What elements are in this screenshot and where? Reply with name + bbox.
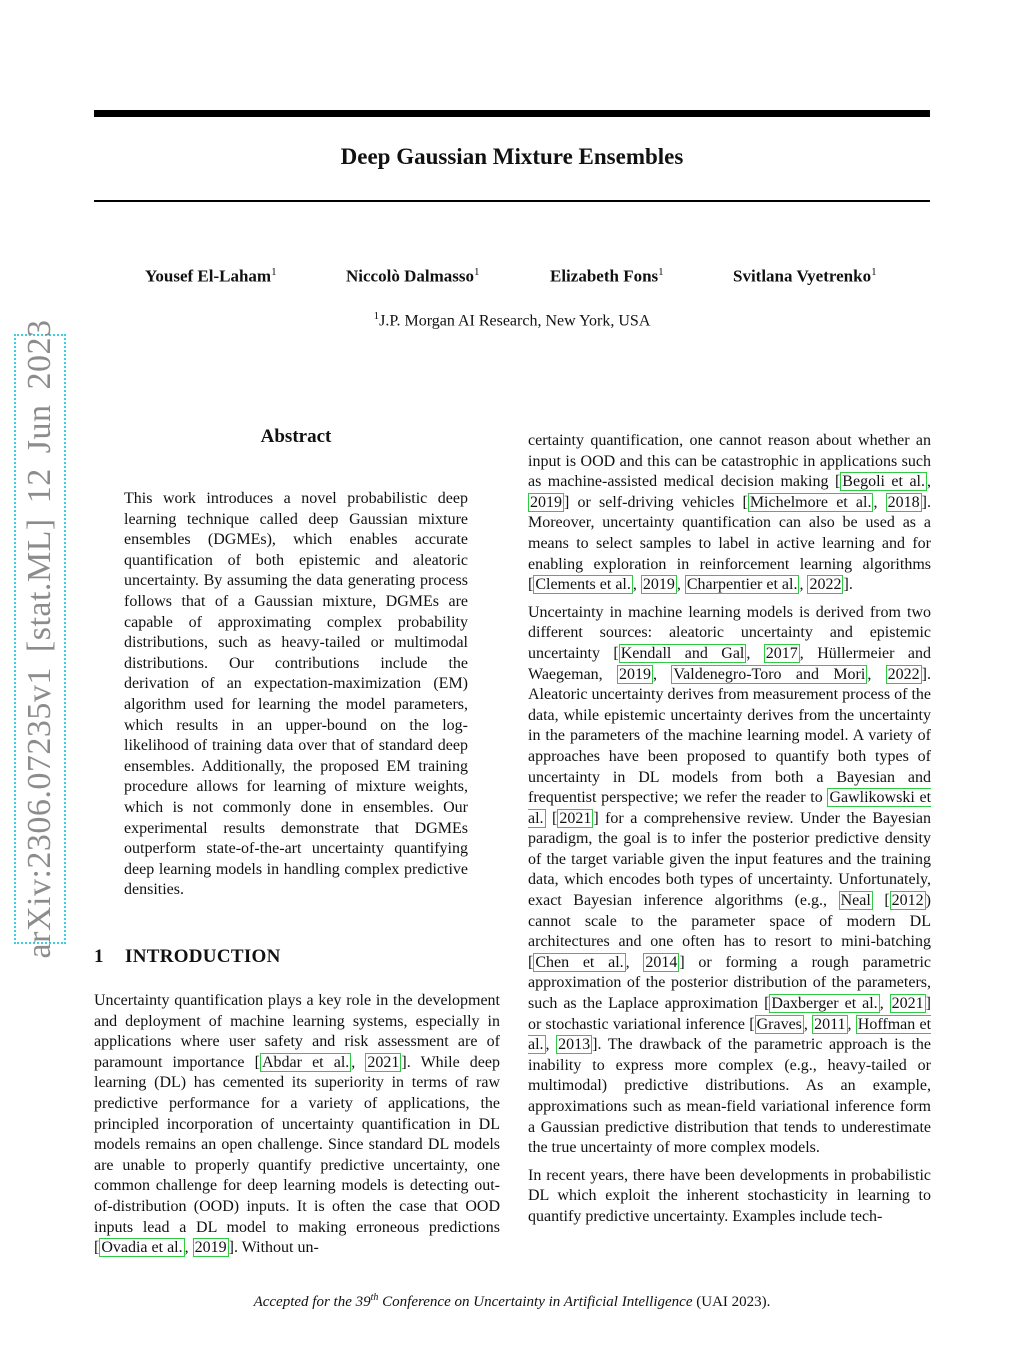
citation-link[interactable]: Hoffman et al.	[528, 1015, 932, 1054]
citation-link[interactable]: Michelmore et al.	[749, 493, 872, 511]
abstract-text: This work introduces a novel probabilistic deep learning technique called deep Gaussian mixture ensembles (DGMEs), which enables accurate quantification of both epistemic and aleatoric uncertainty. By assuming the data generating process follows that of a Gaussian mixture, DGMEs are capable of approximating complex probability distributions, such as heavy-tailed or multimodal distributions. Our contributions include the derivation of an expectation-maximization (EM) algorithm used for learning the model parameters, which results in an upper-bound on the log-likelihood of training data over that of standard deep ensembles. Additionally, the proposed EM training procedure allows for learning of mixture weights, which is not commonly done in ensembles. Our experimental results demonstrate that DGMEs outperform state-of-the-art uncertainty quantifying deep learning models in handling complex predictive densities.	[124, 490, 468, 899]
citation-link[interactable]: Gawlikowski et al.	[528, 789, 932, 827]
intro-paragraph-1-cont: certainty quantification, one cannot reason about whether an input is OOD and this can be catastrophic in applications such as machine-assisted medical decision making [ Begoli et al. , 2019 ] or self-driving vehicles [ Michelmore et al. , 2018 ]. Moreover, uncertainty quantification can also be used as a means to select samples to label in active learning and for enabling exploration in reinforcement learning algorithms [ Clements et al. , 2019 , Charpentier et al. , 2022 ].	[528, 432, 932, 594]
author-4: Svitlana Vyetrenko$^1$	[733, 266, 877, 286]
author-3: Elizabeth Fons$^1$	[550, 266, 664, 286]
author-1: Yousef El-Laham$^1$	[145, 266, 277, 286]
citation-link[interactable]: Daxberger et al.	[771, 995, 878, 1013]
citation-link[interactable]: 2019	[194, 1239, 227, 1257]
citation-link[interactable]: 2021	[367, 1053, 400, 1071]
citation-link[interactable]: Charpentier et al.	[686, 576, 798, 594]
citation-link[interactable]: Hüllermeier and Waegeman	[528, 644, 931, 683]
citation-link[interactable]: 2019	[619, 665, 652, 683]
intro-paragraph-1: Uncertainty quantification plays a key role in the development and deployment of machine learning systems, especially in applications where user safety and risk assessment are of paramount importance [ Abdar et al. , 2021 ]. While deep learning (DL) has cemented its superiority in terms of raw predictive performance for a variety of applications, the principled incorporation of uncertainty quantification in DL models remains an open challenge. Since standard DL models are unable to properly quantify predictive uncertainty, one common challenge for deep learning models is detecting out-of-distribution (OOD) inputs. It is often the case that OOD inputs lead a DL model to making erroneous predictions [ Ovadia et al. , 2019 ]. Without un-	[94, 992, 501, 1257]
citation-link[interactable]: 2017	[765, 644, 798, 662]
citation-link[interactable]: Kendall and Gal	[620, 644, 745, 662]
citation-link[interactable]: 2011	[814, 1015, 846, 1033]
citation-link[interactable]: Abdar et al.	[261, 1053, 350, 1071]
citation-link[interactable]: Graves	[756, 1015, 802, 1033]
citation-link[interactable]: Begoli et al.	[842, 473, 926, 491]
citation-link[interactable]: Chen et al.	[535, 953, 624, 971]
citation-link[interactable]: 2013	[558, 1036, 591, 1054]
intro-paragraph-3: In recent years, there have been developments in probabilistic DL which exploit the inherent stochasticity in learning to quantify predictive uncertainty. Examples include tech-	[528, 1166, 931, 1225]
citation-link[interactable]: 2022	[809, 576, 842, 594]
citation-link[interactable]: 2019	[642, 576, 675, 594]
citation-link[interactable]: 2014	[645, 953, 678, 971]
arxiv-stamp[interactable]: arXiv:2306.07235v1 [stat.ML] 12 Jun 2023	[14, 334, 66, 944]
affiliation: $^1$J.P. Morgan AI Research, New York, USA	[373, 310, 651, 330]
citation-link[interactable]: 2021	[559, 809, 592, 827]
citation-link[interactable]: 2022	[887, 665, 920, 683]
citation-link[interactable]: Clements et al.	[535, 576, 631, 594]
section-heading: 1 INTRODUCTION	[94, 946, 281, 967]
abstract-heading: Abstract	[260, 426, 332, 447]
citation-link[interactable]: Ovadia et al.	[101, 1239, 183, 1257]
citation-link[interactable]: 2018	[887, 493, 920, 511]
citation-link[interactable]: Valdenegro-Toro and Mori	[673, 665, 866, 683]
right-column	[528, 431, 931, 1235]
intro-paragraph-2: Uncertainty in machine learning models is derived from two different sources: aleatoric uncertainty and epistemic uncertainty [ Kendall and Gal , 2017 , Hüllermeier and Waegeman, 2019 , Valdenegro-Toro and Mori , 2022 ]. Aleatoric uncertainty derives from measurement process of the data, while epistemic uncertainty derives from the uncertainty in the parameters of the machine learning model. A variety of approaches have been proposed to quantify both types of uncertainty in DL models from both a Bayesian and frequentist perspective; we refer the reader to Gawlikowski et al. [ 2021 ] for a comprehensive review. Under the Bayesian paradigm, the goal is to infer the posterior predictive density of the target variable given the input features and the training data, which encodes both types of uncertainty. Unfortunately, exact Bayesian inference algorithms (e.g., Neal [ 2012 ) cannot scale to the parameter space of modern DL architectures and one often has to resort to mini-batching [ Chen et al. , 2014 ] or forming a rough parametric approximation of the posterior distribution of the parameters, such as the Laplace approximation [ Daxberger et al. , 2021 ] or stochastic variational inference [ Graves , 2011 , Hoffman et al. , 2013 ]. The drawback of the parametric approach is the inability to express more complex (e.g., heavy-tailed or multimodal) predictive distributions. As an example, approximations such as mean-field variational inference form a Gaussian predictive distribution that tends to underestimate the true uncertainty of more complex models.	[528, 603, 932, 1157]
title-bottom-rule	[94, 200, 930, 202]
citation-link[interactable]: Neal	[840, 892, 871, 910]
footer-note: Accepted for the 39th Conference on Uncertainty in Artificial Intelligence (UAI 2023).	[253, 1292, 771, 1310]
paper-title: Deep Gaussian Mixture Ensembles	[340, 144, 684, 169]
citation-link[interactable]: 2012	[891, 892, 924, 910]
citation-link[interactable]: 2019	[530, 493, 562, 511]
citation-link[interactable]: 2021	[891, 995, 924, 1013]
author-2: Niccolò Dalmasso$^1$	[346, 266, 480, 286]
title-top-rule	[94, 110, 930, 117]
